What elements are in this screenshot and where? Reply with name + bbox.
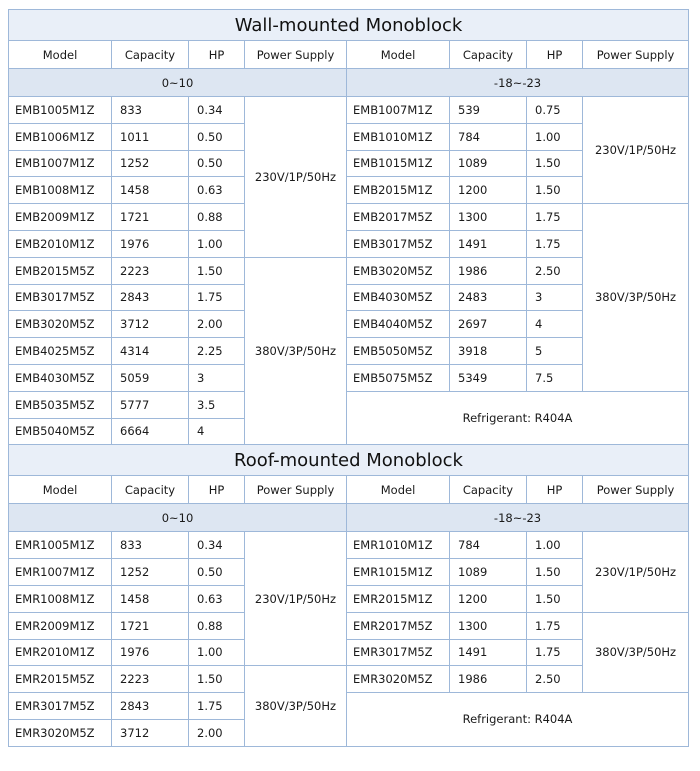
header-power-supply: Power Supply bbox=[583, 41, 689, 69]
header-capacity: Capacity bbox=[450, 41, 527, 69]
hp-cell: 4 bbox=[527, 311, 583, 338]
model-cell: EMB1006M1Z bbox=[9, 123, 112, 150]
model-cell: EMR2015M1Z bbox=[347, 585, 450, 612]
model-cell: EMB1010M1Z bbox=[347, 123, 450, 150]
model-cell: EMB4030M5Z bbox=[9, 364, 112, 391]
header-hp: HP bbox=[527, 476, 583, 504]
model-cell: EMB2015M1Z bbox=[347, 177, 450, 204]
capacity-cell: 2223 bbox=[112, 666, 189, 693]
model-cell: EMR2009M1Z bbox=[9, 612, 112, 639]
hp-cell: 0.50 bbox=[189, 150, 245, 177]
capacity-cell: 2843 bbox=[112, 284, 189, 311]
model-cell: EMB5075M5Z bbox=[347, 364, 450, 391]
capacity-cell: 1986 bbox=[450, 257, 527, 284]
refrigerant-note: Refrigerant: R404A bbox=[347, 391, 689, 445]
wall-right-temp-range: -18~-23 bbox=[347, 69, 689, 97]
capacity-cell: 1252 bbox=[112, 559, 189, 586]
model-cell: EMR1015M1Z bbox=[347, 559, 450, 586]
roof-right-temp-range: -18~-23 bbox=[347, 504, 689, 532]
hp-cell: 3.5 bbox=[189, 391, 245, 418]
capacity-cell: 5777 bbox=[112, 391, 189, 418]
hp-cell: 1.75 bbox=[189, 693, 245, 720]
header-hp: HP bbox=[189, 41, 245, 69]
header-power-supply: Power Supply bbox=[245, 41, 347, 69]
power-supply-cell: 230V/1P/50Hz bbox=[245, 532, 347, 666]
capacity-cell: 1252 bbox=[112, 150, 189, 177]
hp-cell: 3 bbox=[189, 364, 245, 391]
capacity-cell: 1200 bbox=[450, 177, 527, 204]
model-cell: EMB3020M5Z bbox=[347, 257, 450, 284]
capacity-cell: 1300 bbox=[450, 204, 527, 231]
table-row bbox=[9, 97, 689, 124]
hp-cell: 1.75 bbox=[527, 204, 583, 231]
capacity-cell: 833 bbox=[112, 532, 189, 559]
hp-cell: 2.25 bbox=[189, 338, 245, 365]
hp-cell: 1.00 bbox=[189, 230, 245, 257]
model-cell: EMB1007M1Z bbox=[9, 150, 112, 177]
model-cell: EMR2015M5Z bbox=[9, 666, 112, 693]
hp-cell: 1.75 bbox=[527, 230, 583, 257]
hp-cell: 0.63 bbox=[189, 585, 245, 612]
model-cell: EMB5040M5Z bbox=[9, 418, 112, 445]
refrigerant-note: Refrigerant: R404A bbox=[347, 693, 689, 747]
model-cell: EMB2009M1Z bbox=[9, 204, 112, 231]
hp-cell: 1.75 bbox=[527, 639, 583, 666]
monoblock-spec-table bbox=[8, 9, 689, 747]
model-cell: EMR3020M5Z bbox=[9, 719, 112, 746]
power-supply-cell: 380V/3P/50Hz bbox=[245, 666, 347, 746]
header-model: Model bbox=[347, 476, 450, 504]
model-cell: EMB1007M1Z bbox=[347, 97, 450, 124]
model-cell: EMR1010M1Z bbox=[347, 532, 450, 559]
capacity-cell: 833 bbox=[112, 97, 189, 124]
model-cell: EMR2010M1Z bbox=[9, 639, 112, 666]
capacity-cell: 5059 bbox=[112, 364, 189, 391]
capacity-cell: 1458 bbox=[112, 585, 189, 612]
capacity-cell: 2843 bbox=[112, 693, 189, 720]
hp-cell: 0.50 bbox=[189, 123, 245, 150]
capacity-cell: 1200 bbox=[450, 585, 527, 612]
capacity-cell: 1011 bbox=[112, 123, 189, 150]
roof-left-temp-range: 0~10 bbox=[9, 504, 347, 532]
capacity-cell: 784 bbox=[450, 123, 527, 150]
capacity-cell: 1089 bbox=[450, 150, 527, 177]
header-model: Model bbox=[347, 41, 450, 69]
hp-cell: 1.50 bbox=[527, 150, 583, 177]
header-model: Model bbox=[9, 41, 112, 69]
hp-cell: 2.50 bbox=[527, 666, 583, 693]
hp-cell: 1.00 bbox=[189, 639, 245, 666]
hp-cell: 0.75 bbox=[527, 97, 583, 124]
hp-cell: 0.63 bbox=[189, 177, 245, 204]
wall-left-temp-range: 0~10 bbox=[9, 69, 347, 97]
capacity-cell: 1458 bbox=[112, 177, 189, 204]
power-supply-cell: 230V/1P/50Hz bbox=[583, 532, 689, 612]
hp-cell: 0.88 bbox=[189, 204, 245, 231]
hp-cell: 1.50 bbox=[527, 559, 583, 586]
header-model: Model bbox=[9, 476, 112, 504]
hp-cell: 4 bbox=[189, 418, 245, 445]
hp-cell: 2.00 bbox=[189, 719, 245, 746]
capacity-cell: 3712 bbox=[112, 311, 189, 338]
capacity-cell: 2223 bbox=[112, 257, 189, 284]
capacity-cell: 1976 bbox=[112, 639, 189, 666]
capacity-cell: 2483 bbox=[450, 284, 527, 311]
hp-cell: 7.5 bbox=[527, 364, 583, 391]
capacity-cell: 1721 bbox=[112, 612, 189, 639]
model-cell: EMB5035M5Z bbox=[9, 391, 112, 418]
capacity-cell: 1491 bbox=[450, 230, 527, 257]
hp-cell: 1.50 bbox=[527, 585, 583, 612]
model-cell: EMB3017M5Z bbox=[9, 284, 112, 311]
model-cell: EMB2015M5Z bbox=[9, 257, 112, 284]
table-row bbox=[9, 391, 689, 418]
model-cell: EMB3017M5Z bbox=[347, 230, 450, 257]
hp-cell: 1.00 bbox=[527, 532, 583, 559]
hp-cell: 0.34 bbox=[189, 532, 245, 559]
header-hp: HP bbox=[189, 476, 245, 504]
capacity-cell: 1491 bbox=[450, 639, 527, 666]
model-cell: EMR3020M5Z bbox=[347, 666, 450, 693]
table-row bbox=[9, 612, 689, 639]
model-cell: EMR1008M1Z bbox=[9, 585, 112, 612]
capacity-cell: 539 bbox=[450, 97, 527, 124]
model-cell: EMB4025M5Z bbox=[9, 338, 112, 365]
model-cell: EMB1015M1Z bbox=[347, 150, 450, 177]
hp-cell: 0.88 bbox=[189, 612, 245, 639]
model-cell: EMB3020M5Z bbox=[9, 311, 112, 338]
model-cell: EMB2010M1Z bbox=[9, 230, 112, 257]
hp-cell: 1.00 bbox=[527, 123, 583, 150]
power-supply-cell: 230V/1P/50Hz bbox=[245, 97, 347, 258]
wall-section-title: Wall-mounted Monoblock bbox=[9, 10, 689, 41]
table-row bbox=[9, 693, 689, 720]
header-capacity: Capacity bbox=[450, 476, 527, 504]
model-cell: EMB4030M5Z bbox=[347, 284, 450, 311]
capacity-cell: 1089 bbox=[450, 559, 527, 586]
model-cell: EMR1007M1Z bbox=[9, 559, 112, 586]
model-cell: EMR3017M5Z bbox=[9, 693, 112, 720]
capacity-cell: 3918 bbox=[450, 338, 527, 365]
power-supply-cell: 380V/3P/50Hz bbox=[583, 612, 689, 692]
hp-cell: 1.50 bbox=[189, 257, 245, 284]
power-supply-cell: 380V/3P/50Hz bbox=[245, 257, 347, 445]
capacity-cell: 3712 bbox=[112, 719, 189, 746]
capacity-cell: 5349 bbox=[450, 364, 527, 391]
roof-section-title: Roof-mounted Monoblock bbox=[9, 445, 689, 476]
spec-sheet bbox=[8, 9, 688, 747]
hp-cell: 3 bbox=[527, 284, 583, 311]
model-cell: EMR3017M5Z bbox=[347, 639, 450, 666]
header-hp: HP bbox=[527, 41, 583, 69]
hp-cell: 0.34 bbox=[189, 97, 245, 124]
model-cell: EMB5050M5Z bbox=[347, 338, 450, 365]
capacity-cell: 1986 bbox=[450, 666, 527, 693]
capacity-cell: 4314 bbox=[112, 338, 189, 365]
hp-cell: 1.50 bbox=[527, 177, 583, 204]
hp-cell: 2.50 bbox=[527, 257, 583, 284]
hp-cell: 1.75 bbox=[189, 284, 245, 311]
header-capacity: Capacity bbox=[112, 41, 189, 69]
power-supply-cell: 380V/3P/50Hz bbox=[583, 204, 689, 392]
hp-cell: 2.00 bbox=[189, 311, 245, 338]
hp-cell: 1.50 bbox=[189, 666, 245, 693]
model-cell: EMR1005M1Z bbox=[9, 532, 112, 559]
model-cell: EMB4040M5Z bbox=[347, 311, 450, 338]
header-capacity: Capacity bbox=[112, 476, 189, 504]
model-cell: EMB1008M1Z bbox=[9, 177, 112, 204]
header-power-supply: Power Supply bbox=[583, 476, 689, 504]
model-cell: EMB1005M1Z bbox=[9, 97, 112, 124]
capacity-cell: 1300 bbox=[450, 612, 527, 639]
model-cell: EMB2017M5Z bbox=[347, 204, 450, 231]
capacity-cell: 1721 bbox=[112, 204, 189, 231]
table-row bbox=[9, 204, 689, 231]
capacity-cell: 784 bbox=[450, 532, 527, 559]
hp-cell: 1.75 bbox=[527, 612, 583, 639]
hp-cell: 5 bbox=[527, 338, 583, 365]
capacity-cell: 6664 bbox=[112, 418, 189, 445]
power-supply-cell: 230V/1P/50Hz bbox=[583, 97, 689, 204]
table-row bbox=[9, 532, 689, 559]
capacity-cell: 2697 bbox=[450, 311, 527, 338]
model-cell: EMR2017M5Z bbox=[347, 612, 450, 639]
header-power-supply: Power Supply bbox=[245, 476, 347, 504]
hp-cell: 0.50 bbox=[189, 559, 245, 586]
capacity-cell: 1976 bbox=[112, 230, 189, 257]
